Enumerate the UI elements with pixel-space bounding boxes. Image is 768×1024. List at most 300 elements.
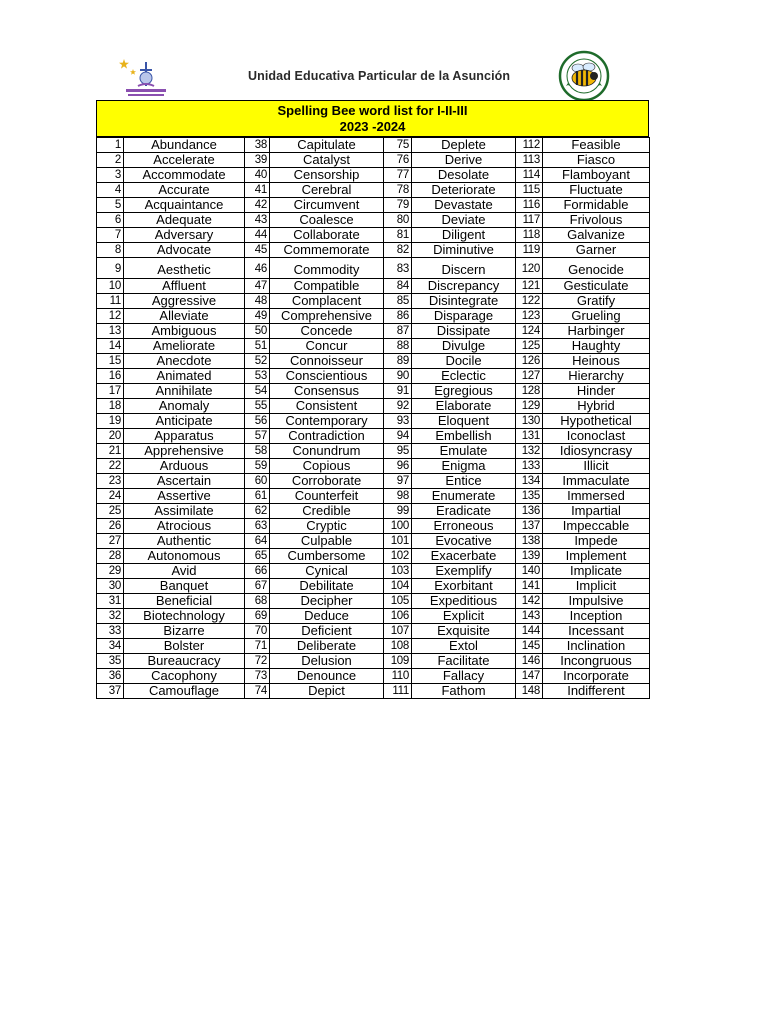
word-cell: Copious [270, 459, 384, 474]
table-row [97, 243, 650, 258]
word-number: 87 [384, 324, 412, 339]
word-cell: Dissipate [412, 324, 516, 339]
table-row [97, 384, 650, 399]
word-number: 3 [97, 168, 124, 183]
word-number: 111 [384, 684, 412, 699]
word-number: 102 [384, 549, 412, 564]
word-number: 70 [245, 624, 270, 639]
word-number: 123 [516, 309, 543, 324]
word-number: 109 [384, 654, 412, 669]
word-cell: Hinder [543, 384, 650, 399]
word-cell: Compatible [270, 279, 384, 294]
word-cell: Devastate [412, 198, 516, 213]
word-number: 135 [516, 489, 543, 504]
word-cell: Apparatus [124, 429, 245, 444]
word-cell: Affluent [124, 279, 245, 294]
word-cell: Cynical [270, 564, 384, 579]
word-number: 73 [245, 669, 270, 684]
word-number: 4 [97, 183, 124, 198]
word-cell: Aesthetic [124, 258, 245, 279]
word-cell: Diminutive [412, 243, 516, 258]
word-cell: Frivolous [543, 213, 650, 228]
word-cell: Censorship [270, 168, 384, 183]
word-cell: Discrepancy [412, 279, 516, 294]
word-cell: Bureaucracy [124, 654, 245, 669]
word-number: 29 [97, 564, 124, 579]
table-row [97, 684, 650, 699]
word-number: 46 [245, 258, 270, 279]
word-number: 143 [516, 609, 543, 624]
word-cell: Implicit [543, 579, 650, 594]
word-number: 31 [97, 594, 124, 609]
word-cell: Abundance [124, 138, 245, 153]
word-number: 25 [97, 504, 124, 519]
word-number: 32 [97, 609, 124, 624]
word-cell: Impeccable [543, 519, 650, 534]
word-cell: Debilitate [270, 579, 384, 594]
word-cell: Erroneous [412, 519, 516, 534]
word-cell: Advocate [124, 243, 245, 258]
word-cell: Disintegrate [412, 294, 516, 309]
word-number: 100 [384, 519, 412, 534]
word-cell: Embellish [412, 429, 516, 444]
word-number: 65 [245, 549, 270, 564]
word-cell: Grueling [543, 309, 650, 324]
word-number: 133 [516, 459, 543, 474]
list-title: Spelling Bee word list for I-II-III [277, 103, 468, 118]
word-number: 124 [516, 324, 543, 339]
word-number: 83 [384, 258, 412, 279]
word-number: 78 [384, 183, 412, 198]
word-number: 40 [245, 168, 270, 183]
list-year: 2023 -2024 [339, 119, 406, 134]
bee-seal-icon [556, 50, 612, 102]
word-cell: Facilitate [412, 654, 516, 669]
word-cell: Disparage [412, 309, 516, 324]
word-cell: Ambiguous [124, 324, 245, 339]
word-number: 57 [245, 429, 270, 444]
word-cell: Conscientious [270, 369, 384, 384]
word-number: 146 [516, 654, 543, 669]
word-cell: Counterfeit [270, 489, 384, 504]
word-number: 60 [245, 474, 270, 489]
word-number: 61 [245, 489, 270, 504]
word-number: 55 [245, 399, 270, 414]
word-cell: Anticipate [124, 414, 245, 429]
word-cell: Complacent [270, 294, 384, 309]
word-cell: Inclination [543, 639, 650, 654]
word-number: 80 [384, 213, 412, 228]
table-row [97, 429, 650, 444]
word-cell: Anecdote [124, 354, 245, 369]
word-number: 17 [97, 384, 124, 399]
word-cell: Depict [270, 684, 384, 699]
word-number: 22 [97, 459, 124, 474]
word-cell: Extol [412, 639, 516, 654]
word-cell: Implicate [543, 564, 650, 579]
table-row [97, 579, 650, 594]
word-cell: Hybrid [543, 399, 650, 414]
word-number: 23 [97, 474, 124, 489]
word-number: 125 [516, 339, 543, 354]
table-row [97, 198, 650, 213]
table-row [97, 183, 650, 198]
word-number: 63 [245, 519, 270, 534]
word-number: 8 [97, 243, 124, 258]
table-row [97, 654, 650, 669]
word-cell: Delusion [270, 654, 384, 669]
table-row [97, 594, 650, 609]
word-cell: Comprehensive [270, 309, 384, 324]
word-number: 113 [516, 153, 543, 168]
word-cell: Elaborate [412, 399, 516, 414]
word-cell: Connoisseur [270, 354, 384, 369]
word-cell: Incongruous [543, 654, 650, 669]
word-cell: Capitulate [270, 138, 384, 153]
word-number: 9 [97, 258, 124, 279]
word-number: 52 [245, 354, 270, 369]
word-number: 104 [384, 579, 412, 594]
word-number: 47 [245, 279, 270, 294]
word-number: 115 [516, 183, 543, 198]
word-cell: Hypothetical [543, 414, 650, 429]
word-number: 130 [516, 414, 543, 429]
word-cell: Explicit [412, 609, 516, 624]
table-row [97, 564, 650, 579]
word-number: 126 [516, 354, 543, 369]
word-number: 106 [384, 609, 412, 624]
word-number: 15 [97, 354, 124, 369]
word-cell: Culpable [270, 534, 384, 549]
word-number: 137 [516, 519, 543, 534]
word-cell: Concur [270, 339, 384, 354]
word-number: 39 [245, 153, 270, 168]
word-cell: Commodity [270, 258, 384, 279]
word-cell: Idiosyncrasy [543, 444, 650, 459]
table-row [97, 279, 650, 294]
table-row [97, 414, 650, 429]
word-number: 48 [245, 294, 270, 309]
word-number: 93 [384, 414, 412, 429]
word-number: 71 [245, 639, 270, 654]
table-row [97, 369, 650, 384]
word-number: 86 [384, 309, 412, 324]
word-cell: Docile [412, 354, 516, 369]
table-row [97, 339, 650, 354]
word-number: 88 [384, 339, 412, 354]
word-cell: Garner [543, 243, 650, 258]
word-cell: Eloquent [412, 414, 516, 429]
school-crest-logo [116, 56, 170, 100]
word-cell: Gesticulate [543, 279, 650, 294]
word-number: 33 [97, 624, 124, 639]
word-number: 53 [245, 369, 270, 384]
word-cell: Consensus [270, 384, 384, 399]
word-number: 64 [245, 534, 270, 549]
word-number: 69 [245, 609, 270, 624]
word-cell: Accurate [124, 183, 245, 198]
word-number: 122 [516, 294, 543, 309]
word-cell: Immersed [543, 489, 650, 504]
school-crest-icon [116, 56, 170, 100]
word-cell: Collaborate [270, 228, 384, 243]
word-cell: Deplete [412, 138, 516, 153]
word-cell: Flamboyant [543, 168, 650, 183]
word-number: 54 [245, 384, 270, 399]
word-number: 44 [245, 228, 270, 243]
word-cell: Accommodate [124, 168, 245, 183]
word-cell: Ameliorate [124, 339, 245, 354]
word-number: 7 [97, 228, 124, 243]
word-cell: Emulate [412, 444, 516, 459]
word-number: 118 [516, 228, 543, 243]
table-row [97, 213, 650, 228]
word-cell: Entice [412, 474, 516, 489]
word-number: 79 [384, 198, 412, 213]
word-number: 121 [516, 279, 543, 294]
word-number: 50 [245, 324, 270, 339]
word-cell: Genocide [543, 258, 650, 279]
word-number: 96 [384, 459, 412, 474]
word-number: 45 [245, 243, 270, 258]
word-cell: Commemorate [270, 243, 384, 258]
word-number: 132 [516, 444, 543, 459]
word-cell: Authentic [124, 534, 245, 549]
word-number: 49 [245, 309, 270, 324]
word-cell: Denounce [270, 669, 384, 684]
table-row [97, 549, 650, 564]
word-number: 62 [245, 504, 270, 519]
word-number: 76 [384, 153, 412, 168]
table-row [97, 168, 650, 183]
word-cell: Implement [543, 549, 650, 564]
word-number: 84 [384, 279, 412, 294]
word-cell: Adversary [124, 228, 245, 243]
word-cell: Contemporary [270, 414, 384, 429]
word-cell: Credible [270, 504, 384, 519]
word-cell: Fiasco [543, 153, 650, 168]
word-number: 99 [384, 504, 412, 519]
word-number: 98 [384, 489, 412, 504]
word-cell: Cerebral [270, 183, 384, 198]
word-number: 42 [245, 198, 270, 213]
word-cell: Exacerbate [412, 549, 516, 564]
word-number: 10 [97, 279, 124, 294]
word-cell: Desolate [412, 168, 516, 183]
word-number: 147 [516, 669, 543, 684]
word-cell: Exorbitant [412, 579, 516, 594]
word-cell: Alleviate [124, 309, 245, 324]
word-number: 35 [97, 654, 124, 669]
word-cell: Accelerate [124, 153, 245, 168]
word-number: 94 [384, 429, 412, 444]
word-number: 110 [384, 669, 412, 684]
school-name: Unidad Educativa Particular de la Asunción [248, 69, 511, 83]
word-number: 72 [245, 654, 270, 669]
word-cell: Incessant [543, 624, 650, 639]
word-cell: Harbinger [543, 324, 650, 339]
word-number: 129 [516, 399, 543, 414]
word-cell: Incorporate [543, 669, 650, 684]
word-number: 112 [516, 138, 543, 153]
word-number: 114 [516, 168, 543, 183]
table-row [97, 639, 650, 654]
word-number: 14 [97, 339, 124, 354]
word-number: 19 [97, 414, 124, 429]
word-number: 2 [97, 153, 124, 168]
word-number: 5 [97, 198, 124, 213]
word-number: 142 [516, 594, 543, 609]
table-row [97, 489, 650, 504]
word-cell: Diligent [412, 228, 516, 243]
word-cell: Eradicate [412, 504, 516, 519]
word-number: 136 [516, 504, 543, 519]
word-cell: Divulge [412, 339, 516, 354]
word-number: 30 [97, 579, 124, 594]
word-cell: Assertive [124, 489, 245, 504]
word-number: 67 [245, 579, 270, 594]
word-cell: Inception [543, 609, 650, 624]
word-number: 24 [97, 489, 124, 504]
table-row [97, 138, 650, 153]
word-cell: Hierarchy [543, 369, 650, 384]
word-cell: Acquaintance [124, 198, 245, 213]
word-cell: Deviate [412, 213, 516, 228]
word-number: 77 [384, 168, 412, 183]
table-row [97, 504, 650, 519]
word-cell: Atrocious [124, 519, 245, 534]
word-number: 26 [97, 519, 124, 534]
word-number: 101 [384, 534, 412, 549]
word-cell: Gratify [543, 294, 650, 309]
word-number: 141 [516, 579, 543, 594]
word-cell: Concede [270, 324, 384, 339]
word-cell: Anomaly [124, 399, 245, 414]
word-cell: Beneficial [124, 594, 245, 609]
word-cell: Consistent [270, 399, 384, 414]
word-cell: Indifferent [543, 684, 650, 699]
table-row [97, 399, 650, 414]
word-cell: Deduce [270, 609, 384, 624]
list-banner [96, 100, 649, 137]
word-cell: Coalesce [270, 213, 384, 228]
word-cell: Haughty [543, 339, 650, 354]
word-cell: Eclectic [412, 369, 516, 384]
word-number: 107 [384, 624, 412, 639]
word-cell: Ascertain [124, 474, 245, 489]
word-cell: Fallacy [412, 669, 516, 684]
word-cell: Catalyst [270, 153, 384, 168]
word-cell: Camouflage [124, 684, 245, 699]
table-row [97, 354, 650, 369]
word-number: 75 [384, 138, 412, 153]
word-cell: Decipher [270, 594, 384, 609]
word-number: 58 [245, 444, 270, 459]
word-cell: Animated [124, 369, 245, 384]
word-cell: Deliberate [270, 639, 384, 654]
word-cell: Heinous [543, 354, 650, 369]
word-cell: Avid [124, 564, 245, 579]
word-list-table [96, 137, 650, 699]
word-cell: Enigma [412, 459, 516, 474]
word-number: 103 [384, 564, 412, 579]
word-number: 97 [384, 474, 412, 489]
table-row [97, 534, 650, 549]
word-number: 36 [97, 669, 124, 684]
word-number: 139 [516, 549, 543, 564]
spelling-bee-sheet [96, 100, 649, 699]
word-number: 144 [516, 624, 543, 639]
word-cell: Impulsive [543, 594, 650, 609]
word-cell: Exemplify [412, 564, 516, 579]
table-row [97, 669, 650, 684]
word-number: 18 [97, 399, 124, 414]
table-row [97, 294, 650, 309]
word-cell: Illicit [543, 459, 650, 474]
word-cell: Galvanize [543, 228, 650, 243]
table-row [97, 459, 650, 474]
word-cell: Adequate [124, 213, 245, 228]
word-number: 108 [384, 639, 412, 654]
word-number: 128 [516, 384, 543, 399]
word-number: 92 [384, 399, 412, 414]
word-number: 1 [97, 138, 124, 153]
word-number: 38 [245, 138, 270, 153]
word-number: 134 [516, 474, 543, 489]
word-cell: Fathom [412, 684, 516, 699]
word-number: 37 [97, 684, 124, 699]
table-row [97, 309, 650, 324]
word-number: 120 [516, 258, 543, 279]
table-row [97, 258, 650, 279]
word-cell: Deteriorate [412, 183, 516, 198]
word-number: 131 [516, 429, 543, 444]
word-cell: Bizarre [124, 624, 245, 639]
word-cell: Exquisite [412, 624, 516, 639]
word-cell: Impartial [543, 504, 650, 519]
table-row [97, 444, 650, 459]
word-number: 74 [245, 684, 270, 699]
word-number: 20 [97, 429, 124, 444]
word-number: 16 [97, 369, 124, 384]
word-cell: Enumerate [412, 489, 516, 504]
word-number: 68 [245, 594, 270, 609]
word-number: 28 [97, 549, 124, 564]
word-number: 95 [384, 444, 412, 459]
word-number: 140 [516, 564, 543, 579]
word-number: 21 [97, 444, 124, 459]
word-cell: Formidable [543, 198, 650, 213]
word-cell: Cryptic [270, 519, 384, 534]
word-number: 81 [384, 228, 412, 243]
word-cell: Biotechnology [124, 609, 245, 624]
word-cell: Cumbersome [270, 549, 384, 564]
word-number: 119 [516, 243, 543, 258]
word-cell: Contradiction [270, 429, 384, 444]
word-cell: Egregious [412, 384, 516, 399]
word-number: 51 [245, 339, 270, 354]
word-cell: Fluctuate [543, 183, 650, 198]
word-number: 6 [97, 213, 124, 228]
word-number: 66 [245, 564, 270, 579]
word-cell: Assimilate [124, 504, 245, 519]
word-cell: Bolster [124, 639, 245, 654]
word-number: 148 [516, 684, 543, 699]
word-number: 89 [384, 354, 412, 369]
word-cell: Evocative [412, 534, 516, 549]
word-number: 56 [245, 414, 270, 429]
table-row [97, 624, 650, 639]
